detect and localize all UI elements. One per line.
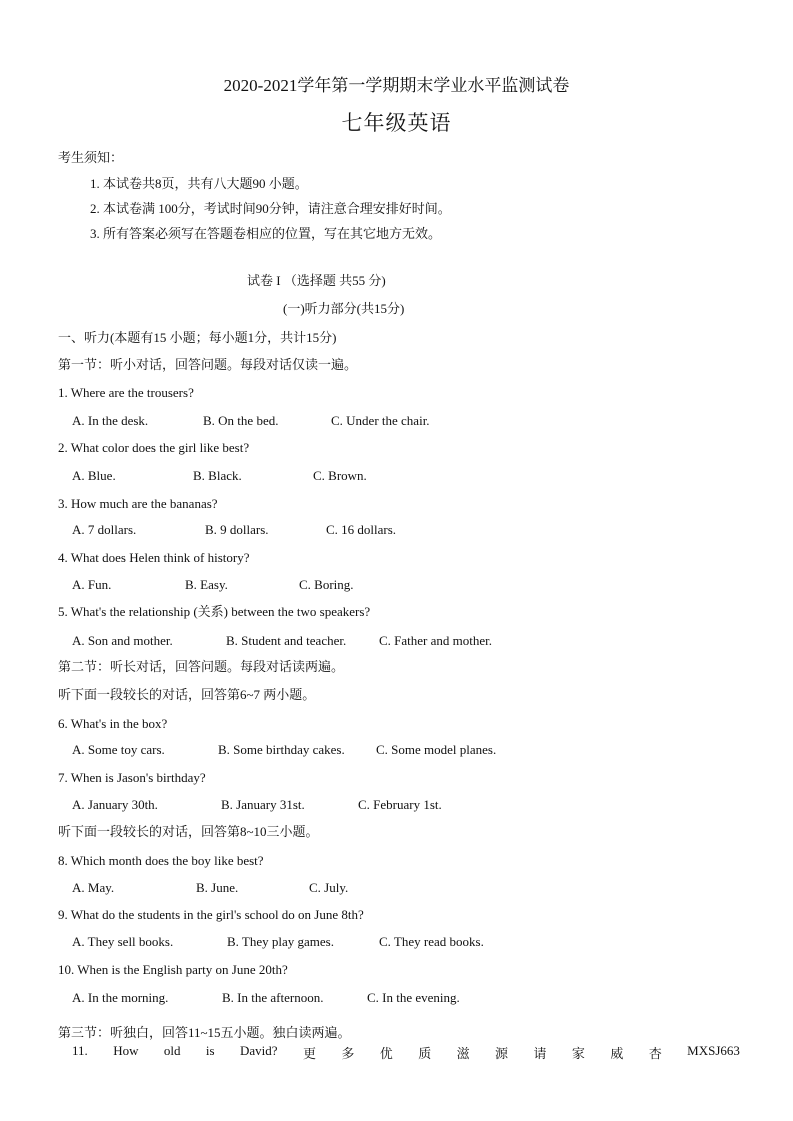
q11-token: David? <box>239 1043 278 1058</box>
q11-token: 家 <box>571 1046 585 1061</box>
question-7: 7. When is Jason's birthday? <box>58 770 206 785</box>
q7-option-b: B. January 31st. <box>221 797 305 812</box>
q11-token: 更 <box>302 1046 316 1061</box>
q9-option-c: C. They read books. <box>379 934 484 949</box>
q11-token: 多 <box>341 1046 355 1061</box>
q8-option-c: C. July. <box>309 880 349 895</box>
q2-option-c: C. Brown. <box>313 468 367 483</box>
question-10: 10. When is the English party on June 20th? <box>58 962 288 977</box>
q3-option-a: A. 7 dollars. <box>72 522 137 537</box>
part1-instruction: 第一节：听小对话，回答问题。每段对话仅读一遍。 <box>58 357 358 372</box>
q5-option-b: B. Student and teacher. <box>226 633 347 648</box>
q10-option-b: B. In the afternoon. <box>222 990 324 1005</box>
q6-option-c: C. Some model planes. <box>376 742 497 757</box>
q11-token: 滋 <box>456 1046 470 1061</box>
q11-token: 优 <box>379 1046 393 1061</box>
q3-option-b: B. 9 dollars. <box>205 522 269 537</box>
q4-option-a: A. Fun. <box>72 577 112 592</box>
q7-option-a: A. January 30th. <box>72 797 158 812</box>
q11-token: 质 <box>418 1046 432 1061</box>
q11-token: is <box>205 1043 215 1058</box>
q7-option-c: C. February 1st. <box>358 797 442 812</box>
q11-token: 11. <box>72 1043 88 1058</box>
q2-option-a: A. Blue. <box>72 468 116 483</box>
q11-token: old <box>163 1043 181 1058</box>
exam-subtitle: 七年级英语 <box>341 111 452 135</box>
question-1: 1. Where are the trousers? <box>58 385 194 400</box>
notice-item-2: 2. 本试卷满 100分，考试时间90分钟，请注意合理安排好时间。 <box>90 201 451 216</box>
question-8: 8. Which month does the boy like best? <box>58 853 264 868</box>
question-4: 4. What does Helen think of history? <box>58 550 250 565</box>
q6-option-b: B. Some birthday cakes. <box>218 742 345 757</box>
part2-instruction: 第二节：听长对话，回答问题。每段对话读两遍。 <box>58 659 345 674</box>
q1-option-c: C. Under the chair. <box>331 413 430 428</box>
part2-instruction-a: 听下面一段较长的对话，回答第6~7 两小题。 <box>58 687 316 702</box>
part3-instruction: 第三节：听独白，回答11~15五小题。独白读两遍。 <box>58 1025 351 1040</box>
watermark-code: MXSJ663 <box>687 1043 740 1058</box>
question-5: 5. What's the relationship (关系) between the two speakers? <box>58 604 371 619</box>
listening-heading: 一、听力(本题有15 小题；每小题1分，共计15分) <box>58 330 337 345</box>
part2-instruction-b: 听下面一段较长的对话，回答第8~10三小题。 <box>58 824 319 839</box>
q3-option-c: C. 16 dollars. <box>326 522 397 537</box>
question-9: 9. What do the students in the girl's school do on June 8th? <box>58 907 364 922</box>
q2-option-b: B. Black. <box>193 468 242 483</box>
q8-option-b: B. June. <box>196 880 239 895</box>
q9-option-a: A. They sell books. <box>72 934 174 949</box>
section-title: (一)听力部分(共15分) <box>283 301 405 316</box>
question-2: 2. What color does the girl like best? <box>58 440 250 455</box>
question-11-line <box>72 1043 740 1062</box>
question-6: 6. What's in the box? <box>58 716 168 731</box>
q4-option-c: C. Boring. <box>299 577 354 592</box>
q5-option-a: A. Son and mother. <box>72 633 173 648</box>
q5-option-c: C. Father and mother. <box>379 633 493 648</box>
q11-token: 杏 <box>648 1046 662 1061</box>
q11-token: How <box>113 1043 139 1058</box>
q1-option-b: B. On the bed. <box>203 413 279 428</box>
q11-token: 源 <box>495 1046 509 1061</box>
q11-token: 请 <box>533 1046 547 1061</box>
notice-item-1: 1. 本试卷共8页，共有八大题90 小题。 <box>90 176 308 191</box>
question-3: 3. How much are the bananas? <box>58 496 218 511</box>
q6-option-a: A. Some toy cars. <box>72 742 165 757</box>
q8-option-a: A. May. <box>72 880 115 895</box>
part-title: 试卷 I （选择题 共55 分) <box>247 273 386 288</box>
exam-title: 2020-2021学年第一学期期末学业水平监测试卷 <box>223 76 570 95</box>
q9-option-b: B. They play games. <box>227 934 334 949</box>
notice-heading: 考生须知： <box>58 150 124 165</box>
q10-option-c: C. In the evening. <box>367 990 460 1005</box>
notice-item-3: 3. 所有答案必须写在答题卷相应的位置，写在其它地方无效。 <box>90 226 442 241</box>
q11-token: 威 <box>610 1046 624 1061</box>
q10-option-a: A. In the morning. <box>72 990 169 1005</box>
q1-option-a: A. In the desk. <box>72 413 149 428</box>
q4-option-b: B. Easy. <box>185 577 228 592</box>
